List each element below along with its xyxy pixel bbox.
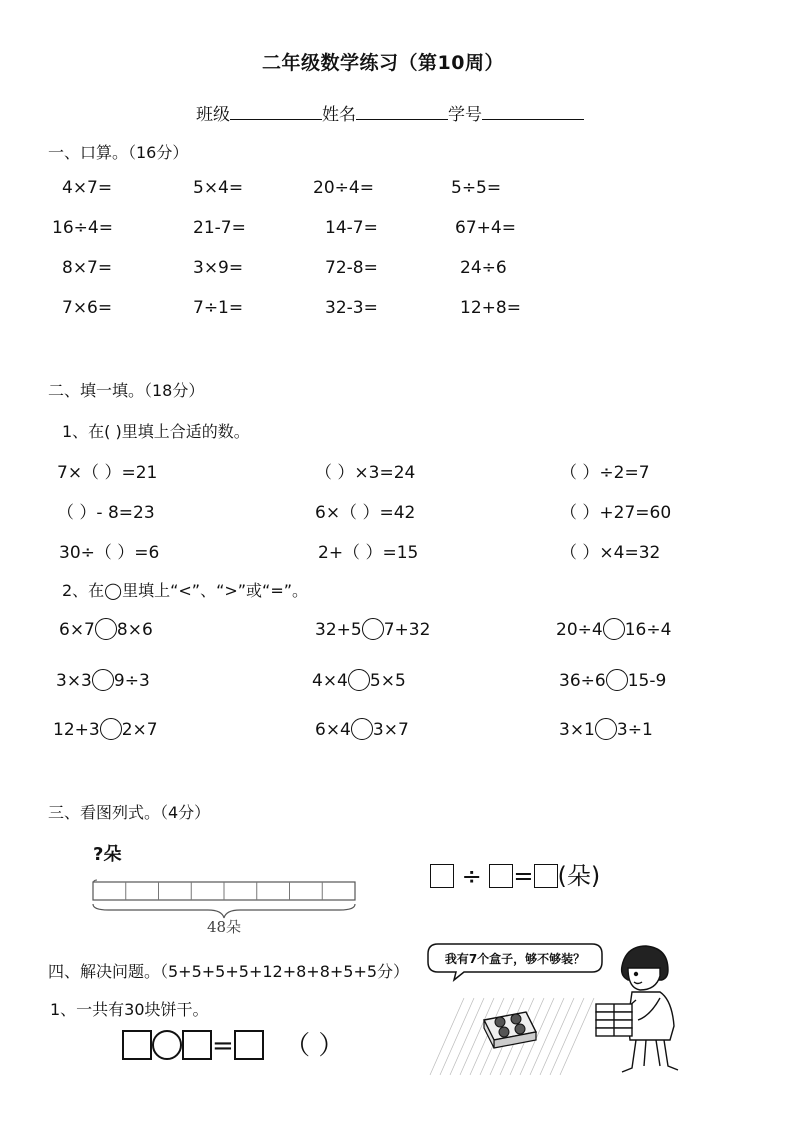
- compare-item: 6×4 3×7: [315, 720, 409, 740]
- compare-item: 12+3 2×7: [53, 720, 158, 740]
- calc-item: 72-8=: [325, 258, 378, 278]
- speech-text: 我有7个盒子，够不够装？: [444, 952, 586, 966]
- calc-item: 7×6=: [62, 298, 113, 318]
- fill-item: （ ）×4=32: [560, 543, 661, 563]
- answer-box[interactable]: [234, 1030, 264, 1060]
- cookie-box-icon: [484, 1012, 536, 1048]
- section-4-heading: 四、解决问题。（5+5+5+5+12+8+8+5+5分）: [48, 962, 410, 981]
- calc-item: 32-3=: [325, 298, 378, 318]
- fill-prompt: 1、在( )里填上合适的数。: [62, 422, 250, 441]
- calc-item: 14-7=: [325, 218, 378, 238]
- class-blank[interactable]: [230, 101, 322, 120]
- div-sign: ÷: [461, 862, 482, 890]
- calc-item: 20÷4=: [313, 178, 374, 198]
- fill-item: （ ）- 8=23: [57, 503, 155, 523]
- fill-item: 30÷（ ）=6: [59, 543, 160, 563]
- id-blank[interactable]: [482, 101, 584, 120]
- fill-item: （ ）+27=60: [560, 503, 672, 523]
- total-label: 48朵: [206, 918, 242, 936]
- cookie-equation: [122, 1025, 344, 1062]
- compare-circle[interactable]: [606, 669, 628, 691]
- compare-item: 32+5 7+32: [315, 620, 431, 640]
- compare-circle[interactable]: [595, 718, 617, 740]
- segment-diagram: [88, 878, 360, 936]
- compare-circle[interactable]: [92, 669, 114, 691]
- division-equation: [430, 856, 600, 891]
- name-label: 姓名: [322, 105, 356, 125]
- answer-box[interactable]: [122, 1030, 152, 1060]
- operator-circle[interactable]: [152, 1030, 182, 1060]
- boy-icon: [596, 946, 678, 1072]
- compare-circle[interactable]: [100, 718, 122, 740]
- answer-box[interactable]: [182, 1030, 212, 1060]
- compare-circle[interactable]: [362, 618, 384, 640]
- calc-item: 4×7=: [62, 178, 113, 198]
- answer-box[interactable]: [489, 864, 513, 888]
- compare-circle[interactable]: [603, 618, 625, 640]
- compare-item: 20÷4 16÷4: [556, 620, 672, 640]
- compare-item: 3×3 9÷3: [56, 671, 150, 691]
- equals-sign: =: [212, 1031, 234, 1061]
- compare-item: 4×4 5×5: [312, 671, 406, 691]
- compare-prompt: 2、在◯里填上“<”、“>”或“=”。: [62, 581, 309, 600]
- class-label: 班级: [196, 105, 230, 125]
- unit-label: (朵): [557, 862, 601, 890]
- calc-item: 3×9=: [193, 258, 244, 278]
- compare-item: 6×7 8×6: [59, 620, 153, 640]
- answer-box[interactable]: [430, 864, 454, 888]
- student-info-line: [196, 100, 584, 125]
- calc-item: 21-7=: [193, 218, 246, 238]
- compare-circle[interactable]: [351, 718, 373, 740]
- equals-sign: =: [513, 862, 534, 890]
- calc-item: 5×4=: [193, 178, 244, 198]
- calc-item: 8×7=: [62, 258, 113, 278]
- calc-item: 7÷1=: [193, 298, 244, 318]
- unit-blank: （ ）: [284, 1031, 345, 1061]
- name-blank[interactable]: [356, 101, 448, 120]
- answer-box[interactable]: [534, 864, 558, 888]
- fill-item: 2+（ ）=15: [318, 543, 419, 563]
- fill-item: （ ）×3=24: [315, 463, 416, 483]
- flower-top-label: ?朵: [93, 844, 122, 865]
- problem-1: 1、一共有30块饼干。: [50, 1000, 209, 1019]
- cartoon-illustration: [424, 940, 692, 1080]
- compare-item: 36÷6 15-9: [559, 671, 667, 691]
- compare-item: 3×1 3÷1: [559, 720, 653, 740]
- compare-circle[interactable]: [348, 669, 370, 691]
- section-2-heading: 二、填一填。（18分）: [48, 381, 205, 400]
- fill-item: 6×（ ）=42: [315, 503, 416, 523]
- calc-item: 12+8=: [460, 298, 521, 318]
- total-brace: [93, 904, 355, 918]
- calc-item: 5÷5=: [451, 178, 502, 198]
- compare-circle[interactable]: [95, 618, 117, 640]
- section-3-heading: 三、看图列式。（4分）: [48, 803, 211, 822]
- calc-item: 16÷4=: [52, 218, 113, 238]
- section-1-heading: 一、口算。（16分）: [48, 143, 189, 162]
- fill-item: 7×（ ）=21: [57, 463, 158, 483]
- fill-item: （ ）÷2=7: [560, 463, 650, 483]
- id-label: 学号: [448, 105, 482, 125]
- page-title: 二年级数学练习（第10周）: [262, 52, 504, 74]
- calc-item: 24÷6: [460, 258, 507, 278]
- calc-item: 67+4=: [455, 218, 516, 238]
